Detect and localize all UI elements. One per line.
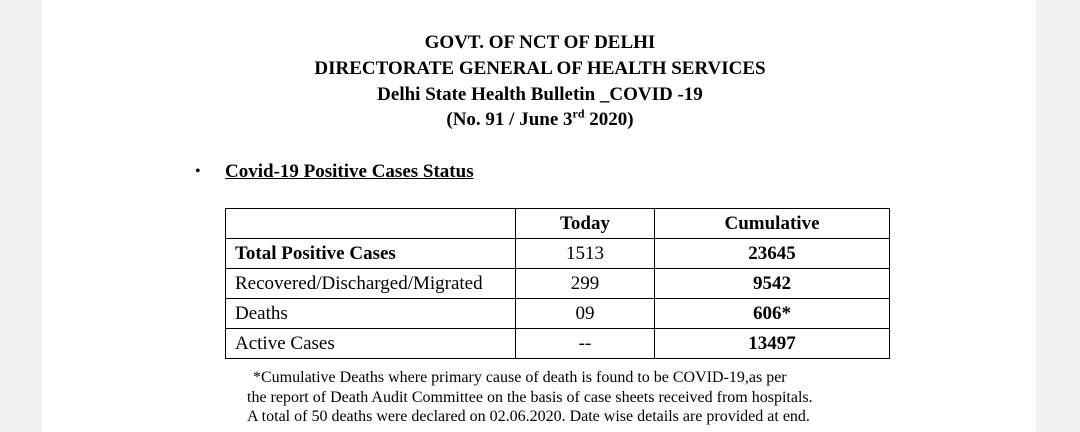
bulletin-date-superscript: rd bbox=[572, 106, 585, 121]
row-label: Recovered/Discharged/Migrated bbox=[226, 269, 516, 299]
row-cumulative-value: 23645 bbox=[655, 239, 890, 269]
row-today-value: 09 bbox=[516, 299, 655, 329]
row-cumulative-value: 9542 bbox=[655, 269, 890, 299]
header-bulletin-title: Delhi State Health Bulletin _COVID -19 bbox=[377, 84, 703, 105]
header-directorate: DIRECTORATE GENERAL OF HEALTH SERVICES bbox=[314, 58, 766, 79]
row-today-value: -- bbox=[516, 329, 655, 359]
header-cell-cumulative: Cumulative bbox=[655, 209, 890, 239]
table-row bbox=[226, 299, 890, 329]
footnote-line-1: *Cumulative Deaths where primary cause of death is found to be COVID-19,as per bbox=[253, 369, 787, 386]
row-today-value: 299 bbox=[516, 269, 655, 299]
header-cell-empty bbox=[226, 209, 516, 239]
row-label: Active Cases bbox=[226, 329, 516, 359]
table-row bbox=[226, 269, 890, 299]
row-label: Deaths bbox=[226, 299, 516, 329]
row-cumulative-value: 13497 bbox=[655, 329, 890, 359]
footnote-line-3: A total of 50 deaths were declared on 02.06.2020. Date wise details are provided at end. bbox=[247, 408, 810, 425]
header-cell-today: Today bbox=[516, 209, 655, 239]
row-label: Total Positive Cases bbox=[226, 239, 516, 269]
bullet-icon: • bbox=[195, 163, 201, 180]
bulletin-number-prefix: (No. 91 / June 3 bbox=[446, 109, 573, 130]
section-title: Covid-19 Positive Cases Status bbox=[225, 161, 474, 182]
row-today-value: 1513 bbox=[516, 239, 655, 269]
row-cumulative-value: 606* bbox=[655, 299, 890, 329]
header-govt: GOVT. OF NCT OF DELHI bbox=[424, 32, 656, 53]
table-header-row bbox=[226, 209, 890, 239]
footnote-line-2: the report of Death Audit Committee on the basis of case sheets received from hospitals. bbox=[247, 389, 813, 406]
bulletin-number-suffix: 2020) bbox=[584, 109, 634, 130]
cases-status-table bbox=[225, 208, 890, 359]
table-row bbox=[226, 239, 890, 269]
header-bulletin-number bbox=[0, 107, 1080, 133]
table-row bbox=[226, 329, 890, 359]
